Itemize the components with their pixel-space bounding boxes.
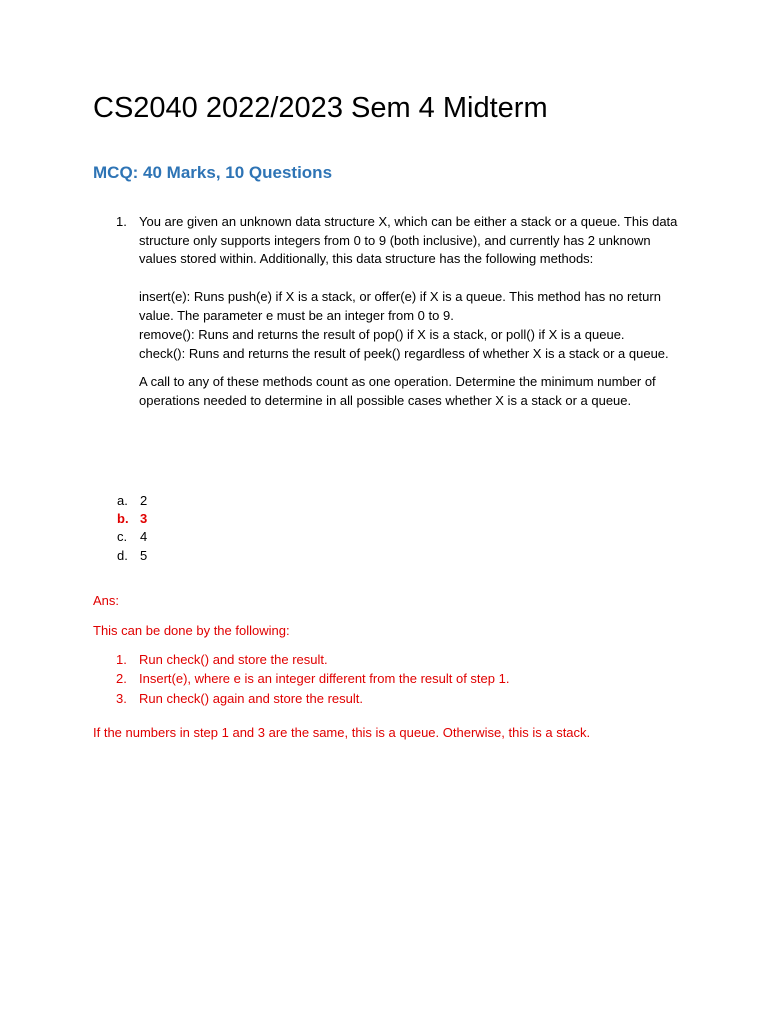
step-text: Insert(e), where e is an integer different from the result of step 1. xyxy=(139,671,510,687)
option-letter: d. xyxy=(117,547,128,563)
option-value: 5 xyxy=(140,547,148,563)
step-text: Run check() again and store the result. xyxy=(139,690,364,706)
question-body xyxy=(139,213,679,410)
question-number: 1. xyxy=(116,214,127,229)
question-note: A call to any of these methods count as one operation. Determine the minimum number of operations needed to determine in all possible cases whether X is a stack or a queue. xyxy=(139,373,656,408)
option-value: 3 xyxy=(140,511,148,527)
section-heading: MCQ: 40 Marks, 10 Questions xyxy=(93,163,333,182)
question-intro: You are given an unknown data structure X, which can be either a stack or a queue. This data structure only supports integers from 0 to 9 (both inclusive), and currently has 2 unknown values stored within. Additionally, this data structure has the following methods: xyxy=(139,214,678,266)
answer-step xyxy=(93,689,693,708)
option-letter: c. xyxy=(117,529,128,545)
step-number: 3. xyxy=(116,690,127,706)
answer-step xyxy=(93,669,693,688)
step-number: 1. xyxy=(116,652,127,667)
answer-steps xyxy=(93,650,693,708)
answer-conclusion: If the numbers in step 1 and 3 are the same, this is a queue. Otherwise, this is a stack. xyxy=(93,725,591,740)
option-value: 4 xyxy=(140,529,148,545)
step-text: Run check() and store the result. xyxy=(139,652,328,667)
option-letter: a. xyxy=(117,493,128,508)
step-number: 2. xyxy=(116,671,127,687)
method-remove: remove(): Runs and returns the result of pop() if X is a stack, or poll() if X is a queue. xyxy=(139,326,625,342)
answer-step xyxy=(93,650,693,669)
document-title: CS2040 2022/2023 Sem 4 Midterm xyxy=(93,92,548,124)
option-value: 2 xyxy=(140,493,148,508)
answer-intro: This can be done by the following: xyxy=(93,623,290,638)
question-methods xyxy=(139,287,679,363)
method-check: check(): Runs and returns the result of peek() regardless of whether X is a stack or a queue. xyxy=(139,345,669,361)
answer-label: Ans: xyxy=(93,593,120,608)
method-insert: insert(e): Runs push(e) if X is a stack, or offer(e) if X is a queue. This method has no return value. The parameter e must be an integer from 0 to 9. xyxy=(139,288,661,323)
option-letter: b. xyxy=(117,511,129,527)
